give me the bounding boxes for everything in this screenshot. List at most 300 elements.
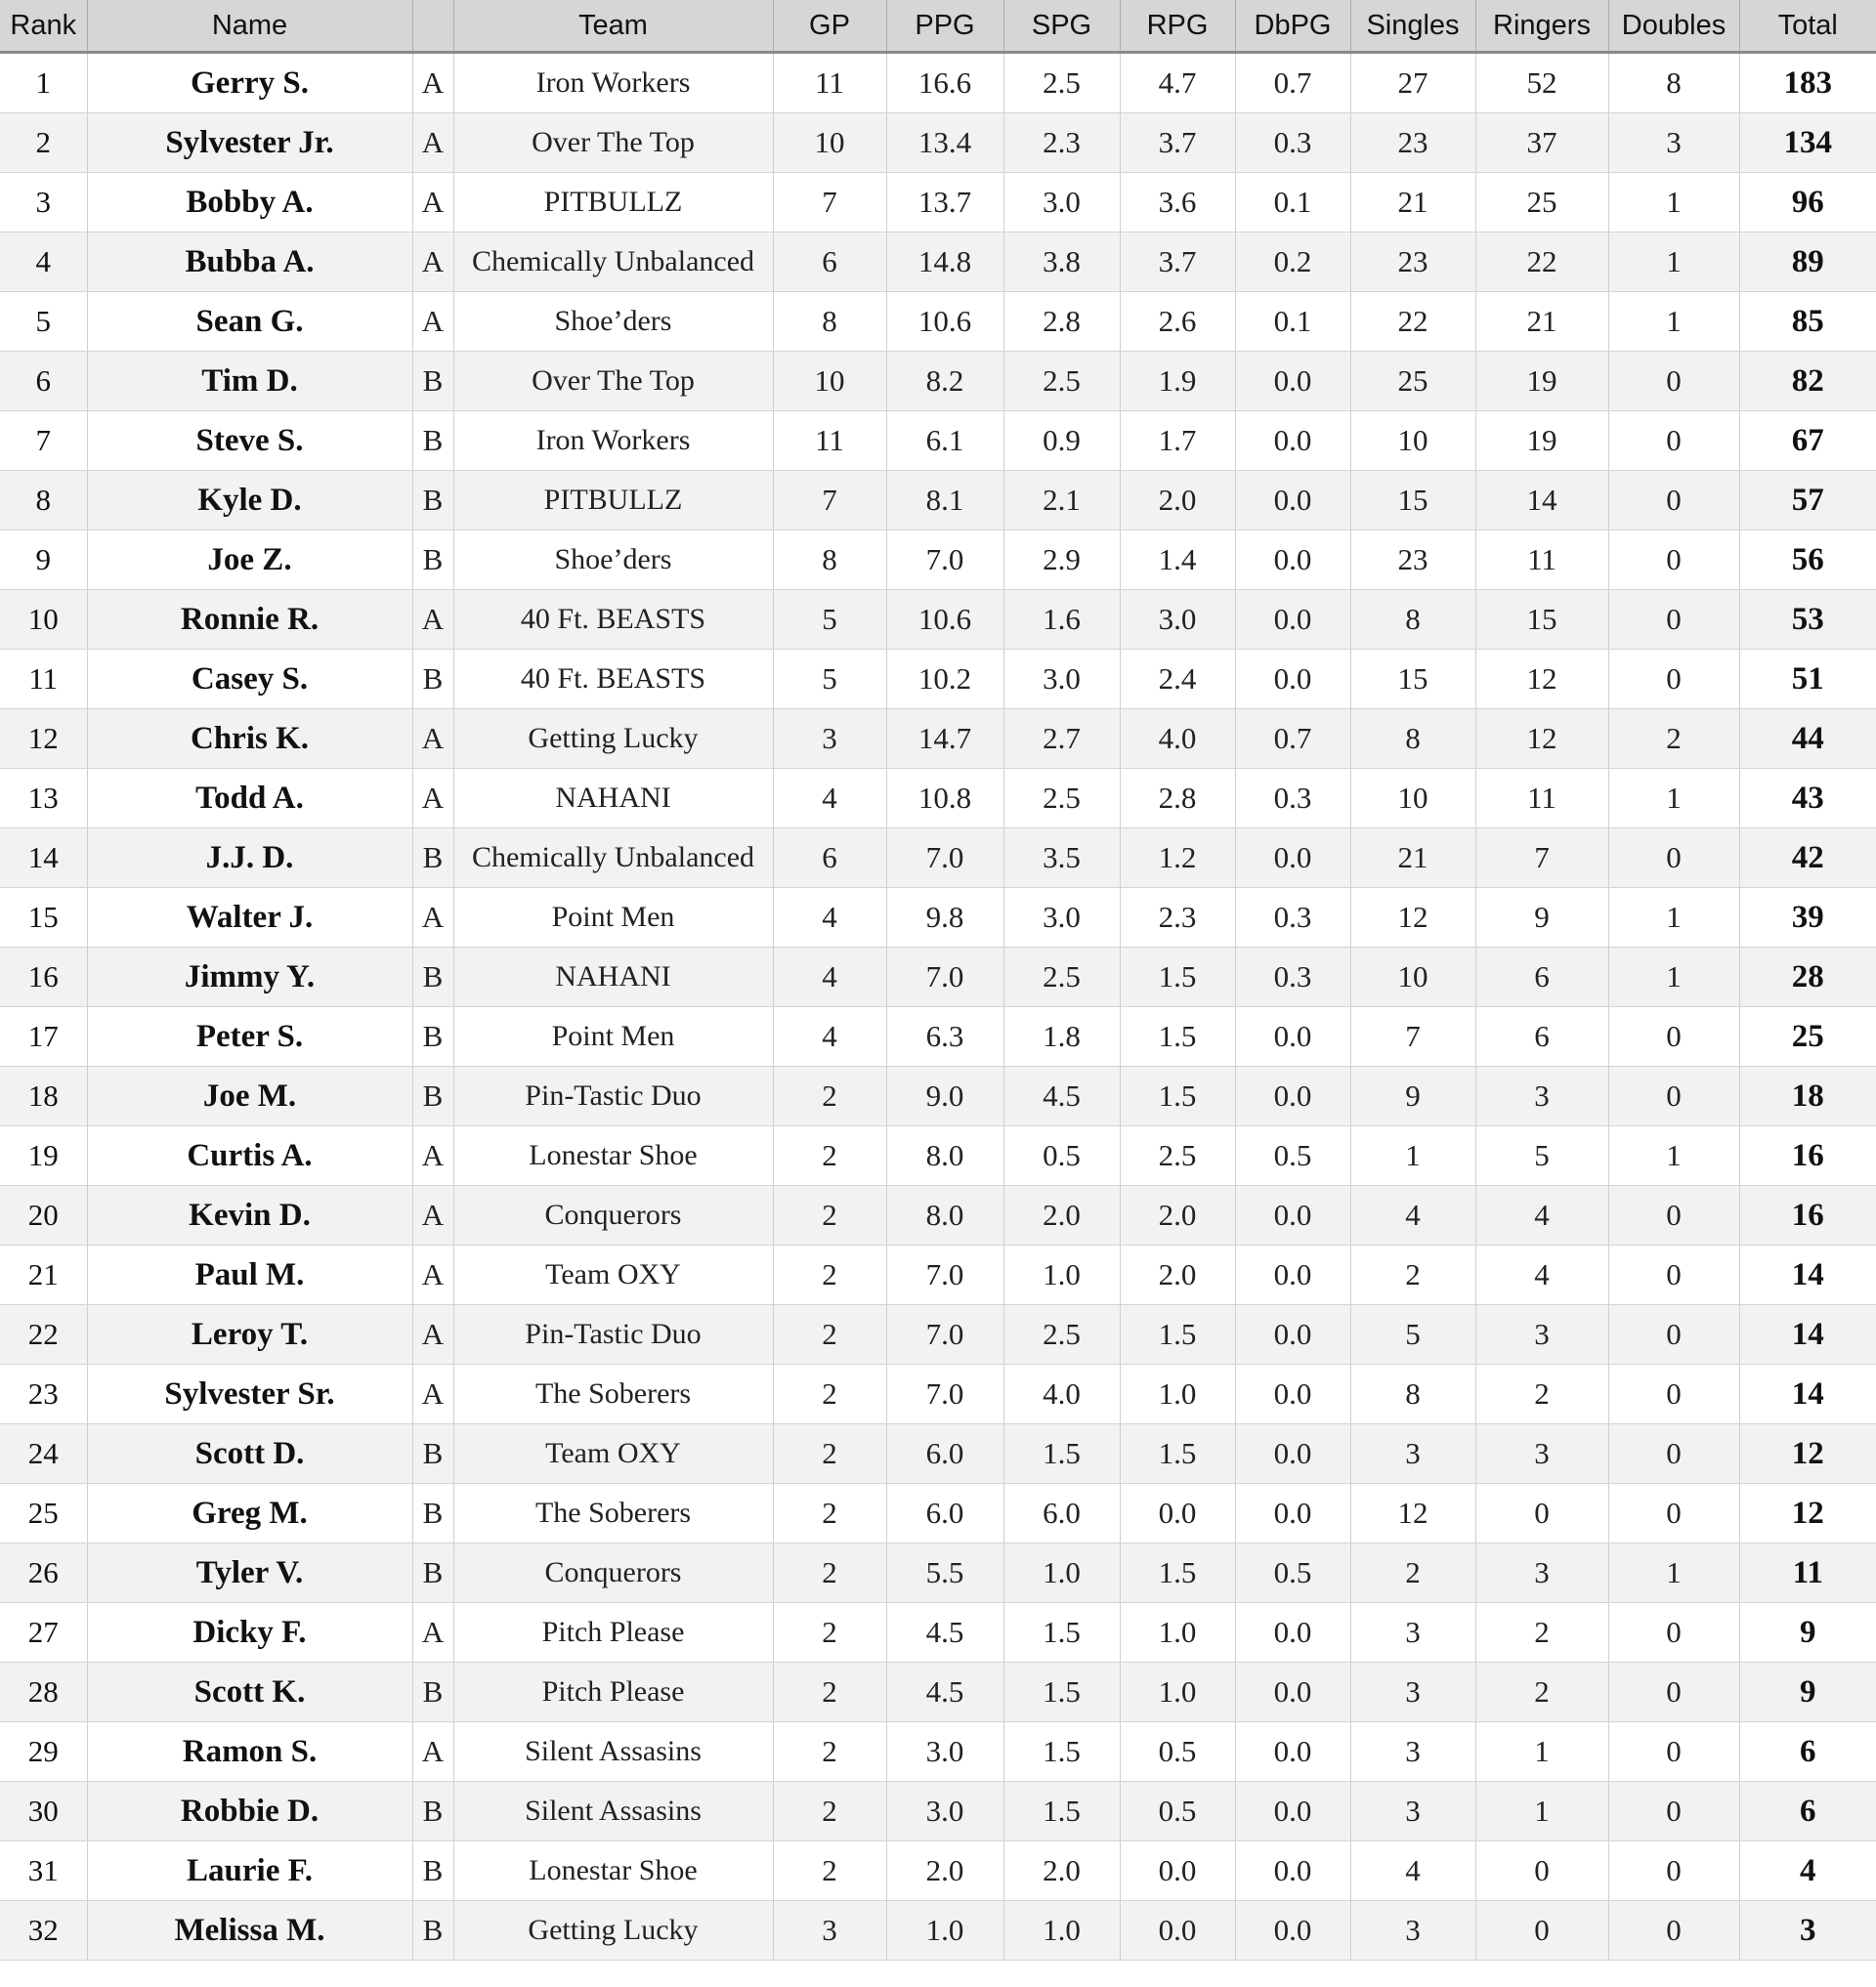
table-row[interactable] xyxy=(0,1603,1876,1663)
doubles-cell: 0 xyxy=(1608,1007,1739,1067)
table-row[interactable] xyxy=(0,113,1876,173)
rpg-cell: 4.7 xyxy=(1120,53,1235,113)
dbpg-cell: 0.5 xyxy=(1235,1543,1350,1603)
table-row[interactable] xyxy=(0,1484,1876,1543)
dbpg-cell: 0.0 xyxy=(1235,1007,1350,1067)
player-name-cell: Leroy T. xyxy=(87,1305,412,1365)
rpg-cell: 1.7 xyxy=(1120,411,1235,471)
player-name-cell: Melissa M. xyxy=(87,1901,412,1961)
spg-cell: 1.6 xyxy=(1003,590,1120,650)
ppg-cell: 16.6 xyxy=(886,53,1003,113)
dbpg-cell: 0.0 xyxy=(1235,1841,1350,1901)
division-cell: B xyxy=(412,1007,453,1067)
division-cell: A xyxy=(412,1305,453,1365)
ringers-cell: 11 xyxy=(1475,530,1608,590)
division-cell: B xyxy=(412,1484,453,1543)
dbpg-cell: 0.5 xyxy=(1235,1126,1350,1186)
column-header-singles[interactable]: Singles xyxy=(1350,0,1475,53)
total-cell: 57 xyxy=(1739,471,1876,530)
doubles-cell: 0 xyxy=(1608,1186,1739,1246)
table-row[interactable] xyxy=(0,411,1876,471)
rank-cell: 25 xyxy=(0,1484,87,1543)
rank-cell: 18 xyxy=(0,1067,87,1126)
column-header-name[interactable]: Name xyxy=(87,0,412,53)
doubles-cell: 0 xyxy=(1608,1901,1739,1961)
table-row[interactable] xyxy=(0,1186,1876,1246)
column-header-spg[interactable]: SPG xyxy=(1003,0,1120,53)
dbpg-cell: 0.7 xyxy=(1235,53,1350,113)
ringers-cell: 1 xyxy=(1475,1722,1608,1782)
gp-cell: 2 xyxy=(773,1782,886,1841)
doubles-cell: 1 xyxy=(1608,173,1739,233)
dbpg-cell: 0.0 xyxy=(1235,1246,1350,1305)
table-row[interactable] xyxy=(0,292,1876,352)
ringers-cell: 2 xyxy=(1475,1365,1608,1424)
rank-cell: 24 xyxy=(0,1424,87,1484)
dbpg-cell: 0.0 xyxy=(1235,530,1350,590)
column-header-doubles[interactable]: Doubles xyxy=(1608,0,1739,53)
gp-cell: 11 xyxy=(773,411,886,471)
player-name-cell: Joe M. xyxy=(87,1067,412,1126)
column-header-team[interactable]: Team xyxy=(453,0,773,53)
dbpg-cell: 0.2 xyxy=(1235,233,1350,292)
doubles-cell: 1 xyxy=(1608,233,1739,292)
header-row xyxy=(0,0,1876,53)
singles-cell: 3 xyxy=(1350,1603,1475,1663)
singles-cell: 23 xyxy=(1350,530,1475,590)
rpg-cell: 1.4 xyxy=(1120,530,1235,590)
doubles-cell: 0 xyxy=(1608,1484,1739,1543)
dbpg-cell: 0.1 xyxy=(1235,173,1350,233)
player-name-cell: Paul M. xyxy=(87,1246,412,1305)
singles-cell: 1 xyxy=(1350,1126,1475,1186)
rank-cell: 1 xyxy=(0,53,87,113)
player-name-cell: Joe Z. xyxy=(87,530,412,590)
total-cell: 12 xyxy=(1739,1484,1876,1543)
doubles-cell: 1 xyxy=(1608,292,1739,352)
division-cell: B xyxy=(412,1543,453,1603)
division-cell: A xyxy=(412,590,453,650)
table-row[interactable] xyxy=(0,1007,1876,1067)
dbpg-cell: 0.0 xyxy=(1235,1067,1350,1126)
singles-cell: 8 xyxy=(1350,709,1475,769)
division-cell: A xyxy=(412,769,453,828)
rank-cell: 3 xyxy=(0,173,87,233)
spg-cell: 6.0 xyxy=(1003,1484,1120,1543)
singles-cell: 12 xyxy=(1350,888,1475,948)
table-row[interactable] xyxy=(0,1067,1876,1126)
division-cell: A xyxy=(412,113,453,173)
spg-cell: 0.5 xyxy=(1003,1126,1120,1186)
ppg-cell: 3.0 xyxy=(886,1722,1003,1782)
team-cell: Pitch Please xyxy=(453,1663,773,1722)
ringers-cell: 22 xyxy=(1475,233,1608,292)
team-cell: Conquerors xyxy=(453,1543,773,1603)
rpg-cell: 1.5 xyxy=(1120,1543,1235,1603)
ringers-cell: 12 xyxy=(1475,709,1608,769)
ppg-cell: 7.0 xyxy=(886,1305,1003,1365)
total-cell: 11 xyxy=(1739,1543,1876,1603)
rpg-cell: 0.5 xyxy=(1120,1782,1235,1841)
table-row[interactable] xyxy=(0,828,1876,888)
doubles-cell: 1 xyxy=(1608,948,1739,1007)
ppg-cell: 2.0 xyxy=(886,1841,1003,1901)
dbpg-cell: 0.0 xyxy=(1235,1424,1350,1484)
rank-cell: 20 xyxy=(0,1186,87,1246)
table-row[interactable] xyxy=(0,650,1876,709)
rank-cell: 29 xyxy=(0,1722,87,1782)
spg-cell: 3.0 xyxy=(1003,173,1120,233)
spg-cell: 2.9 xyxy=(1003,530,1120,590)
dbpg-cell: 0.1 xyxy=(1235,292,1350,352)
column-header-ringers[interactable]: Ringers xyxy=(1475,0,1608,53)
gp-cell: 2 xyxy=(773,1543,886,1603)
team-cell: PITBULLZ xyxy=(453,471,773,530)
dbpg-cell: 0.0 xyxy=(1235,1484,1350,1543)
division-cell: A xyxy=(412,1603,453,1663)
ringers-cell: 14 xyxy=(1475,471,1608,530)
gp-cell: 4 xyxy=(773,1007,886,1067)
table-row[interactable] xyxy=(0,233,1876,292)
doubles-cell: 2 xyxy=(1608,709,1739,769)
spg-cell: 4.0 xyxy=(1003,1365,1120,1424)
column-header-rank[interactable]: Rank xyxy=(0,0,87,53)
ppg-cell: 10.8 xyxy=(886,769,1003,828)
player-name-cell: Peter S. xyxy=(87,1007,412,1067)
rank-cell: 2 xyxy=(0,113,87,173)
rpg-cell: 3.0 xyxy=(1120,590,1235,650)
column-header-ppg[interactable]: PPG xyxy=(886,0,1003,53)
table-row[interactable] xyxy=(0,53,1876,113)
doubles-cell: 0 xyxy=(1608,1305,1739,1365)
table-row[interactable] xyxy=(0,1901,1876,1961)
ppg-cell: 8.2 xyxy=(886,352,1003,411)
spg-cell: 3.5 xyxy=(1003,828,1120,888)
doubles-cell: 0 xyxy=(1608,1067,1739,1126)
player-name-cell: Kevin D. xyxy=(87,1186,412,1246)
dbpg-cell: 0.0 xyxy=(1235,650,1350,709)
gp-cell: 3 xyxy=(773,1901,886,1961)
table-row[interactable] xyxy=(0,709,1876,769)
table-row[interactable] xyxy=(0,1841,1876,1901)
total-cell: 82 xyxy=(1739,352,1876,411)
rank-cell: 13 xyxy=(0,769,87,828)
total-cell: 85 xyxy=(1739,292,1876,352)
player-name-cell: Casey S. xyxy=(87,650,412,709)
dbpg-cell: 0.0 xyxy=(1235,590,1350,650)
ringers-cell: 11 xyxy=(1475,769,1608,828)
ppg-cell: 13.7 xyxy=(886,173,1003,233)
gp-cell: 4 xyxy=(773,948,886,1007)
ppg-cell: 10.6 xyxy=(886,292,1003,352)
doubles-cell: 0 xyxy=(1608,530,1739,590)
ppg-cell: 14.8 xyxy=(886,233,1003,292)
division-cell: B xyxy=(412,411,453,471)
table-row[interactable] xyxy=(0,948,1876,1007)
table-row[interactable] xyxy=(0,1663,1876,1722)
spg-cell: 2.1 xyxy=(1003,471,1120,530)
player-name-cell: Greg M. xyxy=(87,1484,412,1543)
spg-cell: 1.5 xyxy=(1003,1722,1120,1782)
singles-cell: 5 xyxy=(1350,1305,1475,1365)
team-cell: Shoe’ders xyxy=(453,292,773,352)
spg-cell: 2.5 xyxy=(1003,352,1120,411)
ppg-cell: 6.0 xyxy=(886,1484,1003,1543)
gp-cell: 3 xyxy=(773,709,886,769)
column-header-total[interactable]: Total xyxy=(1739,0,1876,53)
ringers-cell: 5 xyxy=(1475,1126,1608,1186)
rpg-cell: 2.8 xyxy=(1120,769,1235,828)
table-row[interactable] xyxy=(0,769,1876,828)
dbpg-cell: 0.3 xyxy=(1235,113,1350,173)
division-cell: A xyxy=(412,709,453,769)
ppg-cell: 8.0 xyxy=(886,1126,1003,1186)
rpg-cell: 3.7 xyxy=(1120,113,1235,173)
player-name-cell: Dicky F. xyxy=(87,1603,412,1663)
gp-cell: 4 xyxy=(773,769,886,828)
rpg-cell: 0.0 xyxy=(1120,1484,1235,1543)
ppg-cell: 10.6 xyxy=(886,590,1003,650)
column-header-rpg[interactable]: RPG xyxy=(1120,0,1235,53)
gp-cell: 6 xyxy=(773,828,886,888)
total-cell: 12 xyxy=(1739,1424,1876,1484)
singles-cell: 7 xyxy=(1350,1007,1475,1067)
division-cell: B xyxy=(412,828,453,888)
ppg-cell: 4.5 xyxy=(886,1663,1003,1722)
division-cell: A xyxy=(412,1126,453,1186)
gp-cell: 10 xyxy=(773,352,886,411)
rank-cell: 31 xyxy=(0,1841,87,1901)
table-row[interactable] xyxy=(0,1246,1876,1305)
division-cell: A xyxy=(412,1246,453,1305)
player-name-cell: Scott K. xyxy=(87,1663,412,1722)
gp-cell: 7 xyxy=(773,173,886,233)
player-name-cell: Chris K. xyxy=(87,709,412,769)
table-row[interactable] xyxy=(0,352,1876,411)
rpg-cell: 1.0 xyxy=(1120,1663,1235,1722)
spg-cell: 1.8 xyxy=(1003,1007,1120,1067)
division-cell: B xyxy=(412,650,453,709)
team-cell: Over The Top xyxy=(453,113,773,173)
doubles-cell: 0 xyxy=(1608,352,1739,411)
division-cell: B xyxy=(412,1782,453,1841)
dbpg-cell: 0.0 xyxy=(1235,1663,1350,1722)
total-cell: 28 xyxy=(1739,948,1876,1007)
spg-cell: 3.8 xyxy=(1003,233,1120,292)
rpg-cell: 1.0 xyxy=(1120,1603,1235,1663)
ppg-cell: 8.1 xyxy=(886,471,1003,530)
singles-cell: 4 xyxy=(1350,1186,1475,1246)
team-cell: Lonestar Shoe xyxy=(453,1841,773,1901)
spg-cell: 2.5 xyxy=(1003,1305,1120,1365)
gp-cell: 2 xyxy=(773,1484,886,1543)
rpg-cell: 2.3 xyxy=(1120,888,1235,948)
team-cell: Over The Top xyxy=(453,352,773,411)
singles-cell: 2 xyxy=(1350,1246,1475,1305)
gp-cell: 2 xyxy=(773,1424,886,1484)
rpg-cell: 1.9 xyxy=(1120,352,1235,411)
singles-cell: 3 xyxy=(1350,1722,1475,1782)
spg-cell: 2.7 xyxy=(1003,709,1120,769)
ringers-cell: 1 xyxy=(1475,1782,1608,1841)
player-name-cell: Tim D. xyxy=(87,352,412,411)
division-cell: A xyxy=(412,1365,453,1424)
gp-cell: 2 xyxy=(773,1365,886,1424)
total-cell: 6 xyxy=(1739,1722,1876,1782)
total-cell: 96 xyxy=(1739,173,1876,233)
table-row[interactable] xyxy=(0,888,1876,948)
ppg-cell: 4.5 xyxy=(886,1603,1003,1663)
table-row[interactable] xyxy=(0,590,1876,650)
player-name-cell: Sean G. xyxy=(87,292,412,352)
doubles-cell: 1 xyxy=(1608,769,1739,828)
total-cell: 16 xyxy=(1739,1186,1876,1246)
rpg-cell: 0.0 xyxy=(1120,1841,1235,1901)
gp-cell: 2 xyxy=(773,1126,886,1186)
dbpg-cell: 0.3 xyxy=(1235,948,1350,1007)
doubles-cell: 0 xyxy=(1608,1365,1739,1424)
division-cell: B xyxy=(412,352,453,411)
gp-cell: 5 xyxy=(773,590,886,650)
player-name-cell: Ramon S. xyxy=(87,1722,412,1782)
team-cell: Shoe’ders xyxy=(453,530,773,590)
ringers-cell: 7 xyxy=(1475,828,1608,888)
table-row[interactable] xyxy=(0,1782,1876,1841)
spg-cell: 1.0 xyxy=(1003,1901,1120,1961)
doubles-cell: 0 xyxy=(1608,650,1739,709)
rank-cell: 30 xyxy=(0,1782,87,1841)
rank-cell: 26 xyxy=(0,1543,87,1603)
table-row[interactable] xyxy=(0,1126,1876,1186)
ringers-cell: 21 xyxy=(1475,292,1608,352)
table-row[interactable] xyxy=(0,530,1876,590)
table-row[interactable] xyxy=(0,1305,1876,1365)
team-cell: Point Men xyxy=(453,888,773,948)
division-cell: A xyxy=(412,1722,453,1782)
player-name-cell: Gerry S. xyxy=(87,53,412,113)
player-name-cell: J.J. D. xyxy=(87,828,412,888)
table-row[interactable] xyxy=(0,471,1876,530)
rank-cell: 15 xyxy=(0,888,87,948)
division-cell: B xyxy=(412,1424,453,1484)
ppg-cell: 7.0 xyxy=(886,828,1003,888)
spg-cell: 1.5 xyxy=(1003,1424,1120,1484)
ppg-cell: 7.0 xyxy=(886,1246,1003,1305)
column-header-dbpg[interactable]: DbPG xyxy=(1235,0,1350,53)
gp-cell: 10 xyxy=(773,113,886,173)
doubles-cell: 0 xyxy=(1608,1663,1739,1722)
doubles-cell: 0 xyxy=(1608,1424,1739,1484)
total-cell: 89 xyxy=(1739,233,1876,292)
ringers-cell: 19 xyxy=(1475,411,1608,471)
singles-cell: 3 xyxy=(1350,1901,1475,1961)
gp-cell: 2 xyxy=(773,1603,886,1663)
rpg-cell: 1.5 xyxy=(1120,1305,1235,1365)
spg-cell: 3.0 xyxy=(1003,888,1120,948)
total-cell: 16 xyxy=(1739,1126,1876,1186)
table-row[interactable] xyxy=(0,173,1876,233)
division-cell: A xyxy=(412,888,453,948)
team-cell: Lonestar Shoe xyxy=(453,1126,773,1186)
total-cell: 39 xyxy=(1739,888,1876,948)
gp-cell: 2 xyxy=(773,1246,886,1305)
division-cell: A xyxy=(412,173,453,233)
ppg-cell: 6.3 xyxy=(886,1007,1003,1067)
spg-cell: 2.3 xyxy=(1003,113,1120,173)
spg-cell: 2.5 xyxy=(1003,769,1120,828)
total-cell: 51 xyxy=(1739,650,1876,709)
ringers-cell: 6 xyxy=(1475,948,1608,1007)
rank-cell: 10 xyxy=(0,590,87,650)
doubles-cell: 8 xyxy=(1608,53,1739,113)
division-cell: B xyxy=(412,1841,453,1901)
player-name-cell: Bobby A. xyxy=(87,173,412,233)
rpg-cell: 0.0 xyxy=(1120,1901,1235,1961)
team-cell: Iron Workers xyxy=(453,411,773,471)
total-cell: 183 xyxy=(1739,53,1876,113)
singles-cell: 9 xyxy=(1350,1067,1475,1126)
doubles-cell: 0 xyxy=(1608,590,1739,650)
table-row[interactable] xyxy=(0,1543,1876,1603)
singles-cell: 3 xyxy=(1350,1424,1475,1484)
total-cell: 18 xyxy=(1739,1067,1876,1126)
player-name-cell: Ronnie R. xyxy=(87,590,412,650)
ppg-cell: 8.0 xyxy=(886,1186,1003,1246)
doubles-cell: 1 xyxy=(1608,1126,1739,1186)
singles-cell: 15 xyxy=(1350,650,1475,709)
spg-cell: 1.5 xyxy=(1003,1603,1120,1663)
rpg-cell: 0.5 xyxy=(1120,1722,1235,1782)
table-row[interactable] xyxy=(0,1722,1876,1782)
ppg-cell: 6.1 xyxy=(886,411,1003,471)
gp-cell: 2 xyxy=(773,1067,886,1126)
ringers-cell: 3 xyxy=(1475,1543,1608,1603)
rpg-cell: 2.5 xyxy=(1120,1126,1235,1186)
table-row[interactable] xyxy=(0,1424,1876,1484)
total-cell: 14 xyxy=(1739,1246,1876,1305)
total-cell: 9 xyxy=(1739,1603,1876,1663)
column-header-gp[interactable]: GP xyxy=(773,0,886,53)
doubles-cell: 1 xyxy=(1608,888,1739,948)
spg-cell: 2.5 xyxy=(1003,53,1120,113)
table-row[interactable] xyxy=(0,1365,1876,1424)
total-cell: 134 xyxy=(1739,113,1876,173)
gp-cell: 2 xyxy=(773,1663,886,1722)
ppg-cell: 5.5 xyxy=(886,1543,1003,1603)
team-cell: Pin-Tastic Duo xyxy=(453,1305,773,1365)
team-cell: Getting Lucky xyxy=(453,1901,773,1961)
team-cell: PITBULLZ xyxy=(453,173,773,233)
team-cell: Silent Assasins xyxy=(453,1722,773,1782)
player-name-cell: Curtis A. xyxy=(87,1126,412,1186)
rpg-cell: 2.0 xyxy=(1120,1246,1235,1305)
singles-cell: 10 xyxy=(1350,411,1475,471)
ringers-cell: 15 xyxy=(1475,590,1608,650)
singles-cell: 8 xyxy=(1350,1365,1475,1424)
rpg-cell: 2.4 xyxy=(1120,650,1235,709)
rank-cell: 9 xyxy=(0,530,87,590)
dbpg-cell: 0.0 xyxy=(1235,1603,1350,1663)
rank-cell: 19 xyxy=(0,1126,87,1186)
rpg-cell: 1.0 xyxy=(1120,1365,1235,1424)
dbpg-cell: 0.0 xyxy=(1235,1305,1350,1365)
column-header-division[interactable] xyxy=(412,0,453,53)
player-name-cell: Sylvester Jr. xyxy=(87,113,412,173)
rpg-cell: 1.5 xyxy=(1120,1067,1235,1126)
doubles-cell: 0 xyxy=(1608,411,1739,471)
rpg-cell: 2.0 xyxy=(1120,1186,1235,1246)
dbpg-cell: 0.0 xyxy=(1235,1901,1350,1961)
